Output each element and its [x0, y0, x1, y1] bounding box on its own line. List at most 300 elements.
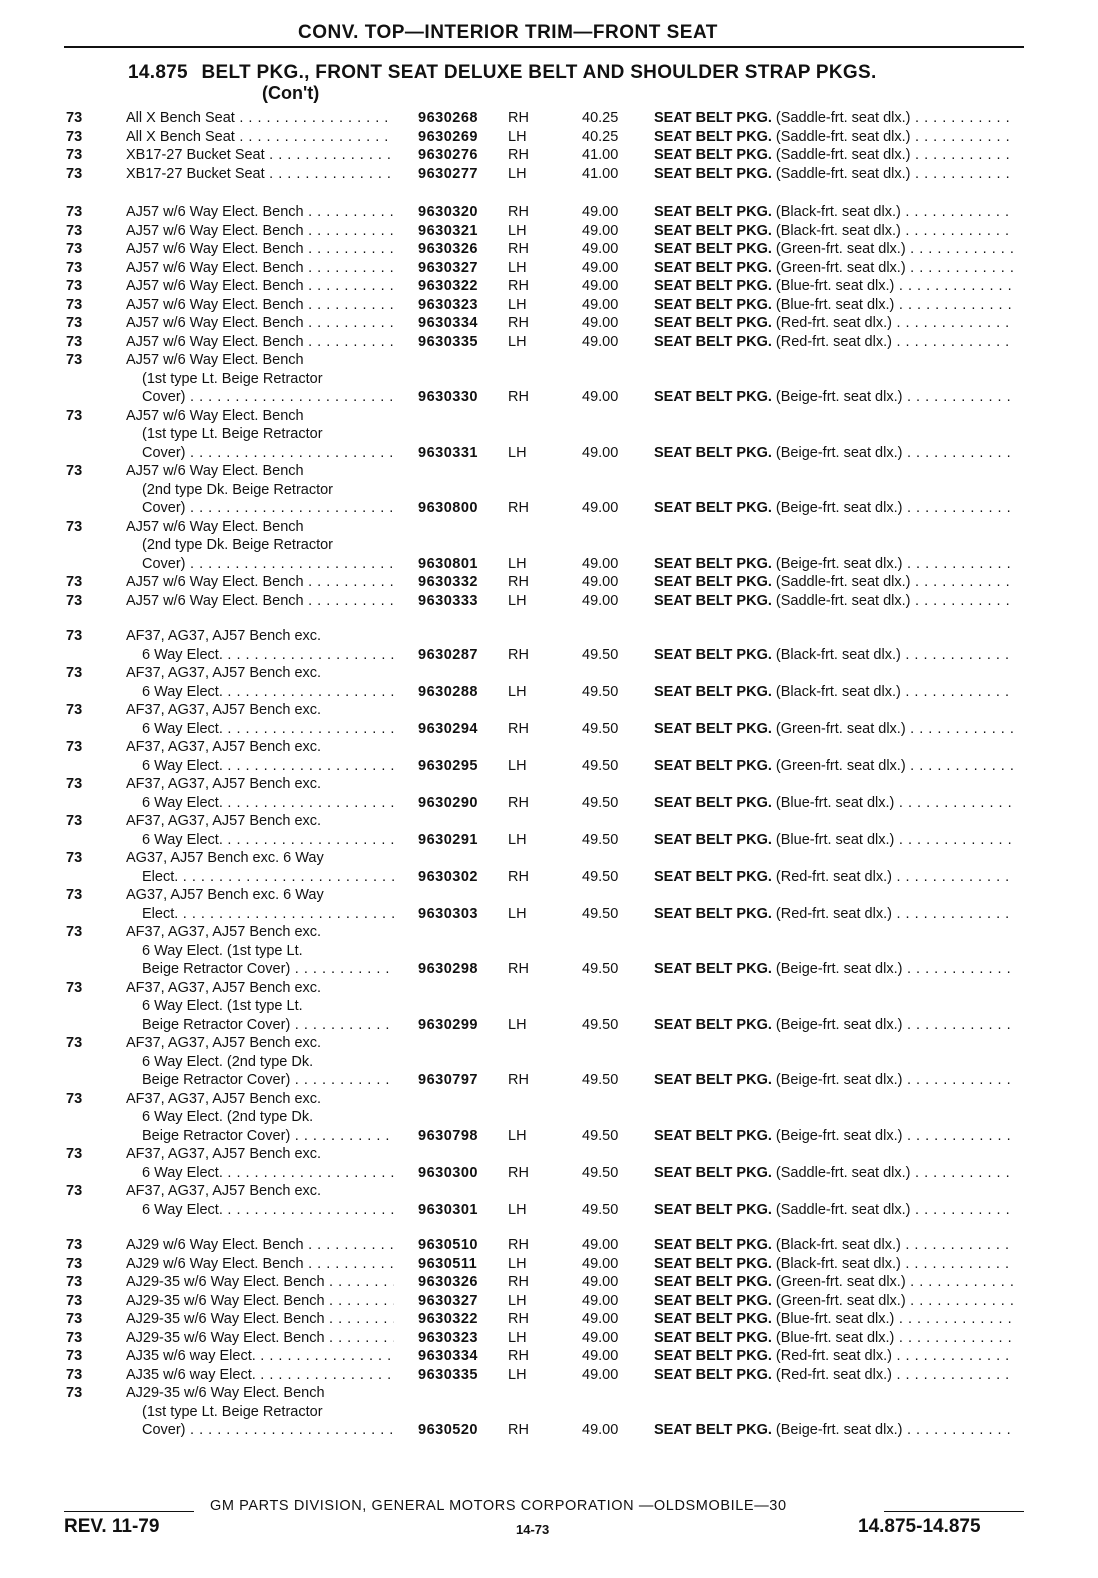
- package-name: SEAT BELT PKG.: [654, 1329, 772, 1346]
- package-description: [654, 333, 1014, 352]
- price: 49.00: [582, 444, 619, 461]
- side: LH: [508, 831, 527, 848]
- price: 49.50: [582, 868, 619, 885]
- side: LH: [508, 128, 527, 145]
- table-row-continuation: [0, 1403, 1098, 1422]
- package-note: (Saddle-frt. seat dlx.) . . .: [776, 110, 1014, 126]
- side: LH: [508, 1329, 527, 1346]
- package-note: (Green-frt. seat dlx.) . . .: [776, 721, 1014, 737]
- package-description: [654, 905, 1014, 924]
- key-number: 73: [66, 352, 83, 368]
- package-description: [654, 720, 1014, 739]
- side: RH: [508, 868, 529, 885]
- package-note: (Black-frt. seat dlx.) . . .: [776, 1237, 1014, 1253]
- key-number: 73: [66, 463, 83, 479]
- part-number: 9630294: [418, 720, 478, 737]
- package-name: SEAT BELT PKG.: [654, 110, 772, 126]
- package-description: [654, 1329, 1014, 1348]
- key-number: 73: [66, 850, 83, 866]
- package-note: (Beige-frt. seat dlx.) . . .: [776, 1128, 1014, 1144]
- package-description: [654, 646, 1014, 665]
- part-description: AF37, AG37, AJ57 Bench exc.: [126, 776, 322, 792]
- table-row: [0, 518, 1098, 537]
- price: 49.00: [582, 1422, 619, 1438]
- package-note: (Blue-frt. seat dlx.) . . .: [776, 297, 1014, 313]
- package-description: [654, 1292, 1014, 1311]
- key-number: 73: [66, 296, 83, 313]
- part-number: 9630288: [418, 683, 478, 700]
- price: 49.00: [582, 574, 619, 590]
- package-name: SEAT BELT PKG.: [654, 720, 772, 737]
- part-description: AJ57 w/6 Way Elect. Bench . . .: [126, 277, 394, 296]
- table-row: [0, 592, 1098, 611]
- table-row-continuation: [0, 646, 1098, 665]
- package-description: [654, 1016, 1014, 1035]
- side: RH: [508, 1164, 529, 1181]
- part-description: AJ57 w/6 Way Elect. Bench . . .: [126, 259, 394, 278]
- package-note: (Black-frt. seat dlx.) . . .: [776, 684, 1014, 700]
- price: 49.00: [582, 1237, 619, 1253]
- part-number: 9630295: [418, 757, 478, 774]
- key-number: 73: [66, 278, 83, 294]
- side: LH: [508, 222, 527, 239]
- package-name: SEAT BELT PKG.: [654, 868, 772, 885]
- package-name: SEAT BELT PKG.: [654, 389, 772, 405]
- side: RH: [508, 794, 529, 811]
- part-description: AG37, AJ57 Bench exc. 6 Way: [126, 850, 324, 866]
- part-description: AJ57 w/6 Way Elect. Bench: [126, 518, 304, 535]
- package-description: [654, 868, 1014, 887]
- table-row-continuation: [0, 831, 1098, 850]
- table-row: [0, 1145, 1098, 1164]
- part-description: AJ35 w/6 way Elect. . . .: [126, 1366, 394, 1385]
- part-description: Cover) . . .: [142, 499, 394, 518]
- side: RH: [508, 315, 529, 331]
- side: LH: [508, 555, 527, 572]
- price: 41.00: [582, 165, 619, 182]
- table-row: [0, 222, 1098, 241]
- key-number: 73: [66, 739, 83, 755]
- part-description: 6 Way Elect. . . .: [142, 720, 394, 739]
- package-description: [654, 240, 1014, 259]
- table-row-continuation: [0, 388, 1098, 407]
- price: 49.00: [582, 204, 619, 220]
- package-name: SEAT BELT PKG.: [654, 555, 772, 572]
- package-name: SEAT BELT PKG.: [654, 1016, 772, 1033]
- part-number: 9630330: [418, 389, 478, 405]
- part-description: 6 Way Elect. . . .: [142, 831, 394, 850]
- price: 49.50: [582, 831, 619, 848]
- table-row-continuation: [0, 1421, 1098, 1440]
- table-row-continuation: [0, 444, 1098, 463]
- package-name: SEAT BELT PKG.: [654, 333, 772, 350]
- key-number: 73: [66, 1274, 83, 1290]
- package-description: [654, 1201, 1014, 1220]
- package-name: SEAT BELT PKG.: [654, 1237, 772, 1253]
- package-name: SEAT BELT PKG.: [654, 905, 772, 922]
- table-row: [0, 146, 1098, 165]
- part-description: Elect. . . .: [142, 868, 394, 887]
- package-name: SEAT BELT PKG.: [654, 757, 772, 774]
- table-row-continuation: [0, 1053, 1098, 1072]
- part-description: AG37, AJ57 Bench exc. 6 Way: [126, 887, 324, 903]
- key-number: 73: [66, 165, 83, 182]
- table-row: [0, 812, 1098, 831]
- footer-rule-right: [884, 1511, 1024, 1512]
- package-description: [654, 1421, 1014, 1440]
- part-description: Beige Retractor Cover) . . .: [142, 960, 394, 979]
- part-description: AJ57 w/6 Way Elect. Bench . . .: [126, 296, 394, 315]
- package-note: (Blue-frt. seat dlx.) . . .: [776, 832, 1014, 848]
- part-description: AF37, AG37, AJ57 Bench exc.: [126, 628, 322, 644]
- table-row: [0, 165, 1098, 184]
- key-number: 73: [66, 222, 83, 239]
- side: LH: [508, 1292, 527, 1309]
- part-description: AJ29 w/6 Way Elect. Bench . . .: [126, 1236, 394, 1255]
- side: RH: [508, 646, 529, 663]
- package-note: (Saddle-frt. seat dlx.) . . .: [776, 147, 1014, 163]
- part-description: Cover) . . .: [142, 444, 394, 463]
- table-row: [0, 1347, 1098, 1366]
- part-description: 6 Way Elect. . . .: [142, 794, 394, 813]
- package-description: [654, 592, 1014, 611]
- part-description: AJ57 w/6 Way Elect. Bench . . .: [126, 333, 394, 352]
- part-number: 9630276: [418, 147, 478, 163]
- key-number: 73: [66, 333, 83, 350]
- part-number: 9630797: [418, 1072, 478, 1088]
- package-note: (Green-frt. seat dlx.) . . .: [776, 1293, 1014, 1309]
- table-row: [0, 701, 1098, 720]
- price: 49.00: [582, 1292, 619, 1309]
- part-description: Beige Retractor Cover) . . .: [142, 1071, 394, 1090]
- table-row: [0, 1182, 1098, 1201]
- part-description: (2nd type Dk. Beige Retractor: [142, 537, 334, 553]
- part-description: Cover) . . .: [142, 555, 394, 574]
- package-note: (Red-frt. seat dlx.) . . .: [776, 869, 1014, 885]
- price: 49.00: [582, 1274, 619, 1290]
- package-description: [654, 146, 1014, 165]
- package-description: [654, 203, 1014, 222]
- package-name: SEAT BELT PKG.: [654, 1422, 772, 1438]
- package-name: SEAT BELT PKG.: [654, 1311, 772, 1327]
- part-description: (2nd type Dk. Beige Retractor: [142, 481, 334, 498]
- price: 49.00: [582, 1329, 619, 1346]
- key-number: 73: [66, 628, 83, 644]
- price: 49.50: [582, 720, 619, 737]
- part-description: AJ57 w/6 Way Elect. Bench . . .: [126, 240, 394, 259]
- package-note: (Red-frt. seat dlx.) . . .: [776, 1367, 1014, 1383]
- part-description: AF37, AG37, AJ57 Bench exc.: [126, 1183, 322, 1199]
- package-name: SEAT BELT PKG.: [654, 222, 772, 239]
- side: LH: [508, 1255, 527, 1272]
- package-note: (Beige-frt. seat dlx.) . . .: [776, 500, 1014, 516]
- part-number: 9630287: [418, 646, 478, 663]
- part-number: 9630269: [418, 128, 478, 145]
- part-description: AJ57 w/6 Way Elect. Bench . . .: [126, 222, 394, 241]
- part-description: XB17-27 Bucket Seat . . .: [126, 165, 394, 184]
- table-row: [0, 407, 1098, 426]
- package-name: SEAT BELT PKG.: [654, 1164, 772, 1181]
- price: 49.00: [582, 555, 619, 572]
- package-description: [654, 831, 1014, 850]
- package-description: [654, 1255, 1014, 1274]
- key-number: 73: [66, 1183, 83, 1199]
- table-row: [0, 886, 1098, 905]
- package-name: SEAT BELT PKG.: [654, 278, 772, 294]
- package-name: SEAT BELT PKG.: [654, 296, 772, 313]
- table-row-continuation: [0, 425, 1098, 444]
- package-name: SEAT BELT PKG.: [654, 315, 772, 331]
- key-number: 73: [66, 518, 83, 535]
- part-number: 9630332: [418, 574, 478, 590]
- part-number: 9630290: [418, 794, 478, 811]
- side: LH: [508, 1016, 527, 1033]
- side: LH: [508, 905, 527, 922]
- table-row-continuation: [0, 1201, 1098, 1220]
- part-description: AJ29-35 w/6 Way Elect. Bench: [126, 1385, 325, 1401]
- side: RH: [508, 1422, 529, 1438]
- price: 49.00: [582, 296, 619, 313]
- table-row: [0, 351, 1098, 370]
- part-description: 6 Way Elect. . . .: [142, 1201, 394, 1220]
- side: RH: [508, 720, 529, 737]
- key-number: 73: [66, 1255, 83, 1272]
- part-number: 9630268: [418, 110, 478, 126]
- part-description: AJ57 w/6 Way Elect. Bench: [126, 463, 304, 479]
- package-name: SEAT BELT PKG.: [654, 165, 772, 182]
- table-row-continuation: [0, 942, 1098, 961]
- table-row-continuation: [0, 794, 1098, 813]
- package-note: (Beige-frt. seat dlx.) . . .: [776, 556, 1014, 572]
- side: RH: [508, 1072, 529, 1088]
- key-number: 73: [66, 592, 83, 609]
- price: 49.00: [582, 333, 619, 350]
- package-name: SEAT BELT PKG.: [654, 444, 772, 461]
- package-name: SEAT BELT PKG.: [654, 1127, 772, 1144]
- price: 41.00: [582, 147, 619, 163]
- table-row-continuation: [0, 370, 1098, 389]
- side: RH: [508, 204, 529, 220]
- table-row: [0, 259, 1098, 278]
- package-note: (Blue-frt. seat dlx.) . . .: [776, 1311, 1014, 1327]
- package-description: [654, 794, 1014, 813]
- part-description: AF37, AG37, AJ57 Bench exc.: [126, 1035, 322, 1051]
- package-name: SEAT BELT PKG.: [654, 646, 772, 663]
- package-note: (Green-frt. seat dlx.) . . .: [776, 1274, 1014, 1290]
- side: RH: [508, 278, 529, 294]
- package-name: SEAT BELT PKG.: [654, 831, 772, 848]
- footer-section-range: 14.875-14.875: [858, 1516, 981, 1537]
- package-note: (Red-frt. seat dlx.) . . .: [776, 334, 1014, 350]
- package-name: SEAT BELT PKG.: [654, 794, 772, 811]
- part-description: 6 Way Elect. . . .: [142, 646, 394, 665]
- package-description: [654, 573, 1014, 592]
- table-row: [0, 738, 1098, 757]
- part-description: AJ29-35 w/6 Way Elect. Bench . . .: [126, 1310, 394, 1329]
- key-number: 73: [66, 924, 83, 940]
- part-description: Beige Retractor Cover) . . .: [142, 1127, 394, 1146]
- key-number: 73: [66, 1385, 83, 1401]
- table-row: [0, 775, 1098, 794]
- package-note: (Saddle-frt. seat dlx.) . . .: [776, 593, 1014, 609]
- price: 49.00: [582, 1348, 619, 1364]
- price: 49.50: [582, 646, 619, 663]
- key-number: 73: [66, 665, 83, 681]
- package-note: (Green-frt. seat dlx.) . . .: [776, 758, 1014, 774]
- part-description: 6 Way Elect. (1st type Lt.: [142, 998, 303, 1014]
- side: RH: [508, 1348, 529, 1364]
- part-number: 9630320: [418, 204, 478, 220]
- table-row-continuation: [0, 481, 1098, 500]
- section-number: 14.875: [128, 62, 188, 83]
- part-description: 6 Way Elect. (1st type Lt.: [142, 942, 303, 959]
- price: 49.50: [582, 683, 619, 700]
- price: 49.50: [582, 1201, 619, 1218]
- price: 49.00: [582, 1366, 619, 1383]
- table-row: [0, 1255, 1098, 1274]
- key-number: 73: [66, 1348, 83, 1364]
- key-number: 73: [66, 574, 83, 590]
- table-row: [0, 314, 1098, 333]
- part-description: AF37, AG37, AJ57 Bench exc.: [126, 1146, 322, 1162]
- side: LH: [508, 444, 527, 461]
- part-number: 9630300: [418, 1164, 478, 1181]
- key-number: 73: [66, 1366, 83, 1383]
- part-description: AF37, AG37, AJ57 Bench exc.: [126, 813, 322, 829]
- package-name: SEAT BELT PKG.: [654, 961, 772, 977]
- package-note: (Saddle-frt. seat dlx.) . . .: [776, 574, 1014, 590]
- part-number: 9630334: [418, 315, 478, 331]
- key-number: 73: [66, 702, 83, 718]
- part-description: AF37, AG37, AJ57 Bench exc.: [126, 1090, 322, 1107]
- part-number: 9630326: [418, 241, 478, 257]
- side: LH: [508, 296, 527, 313]
- side: LH: [508, 165, 527, 182]
- key-number: 73: [66, 1090, 83, 1107]
- footer-page-number: 14-73: [516, 1522, 550, 1537]
- part-description: AJ57 w/6 Way Elect. Bench . . .: [126, 203, 394, 222]
- table-row: [0, 128, 1098, 147]
- part-description: (1st type Lt. Beige Retractor: [142, 370, 323, 387]
- part-description: AJ57 w/6 Way Elect. Bench . . .: [126, 573, 394, 592]
- side: RH: [508, 1311, 529, 1327]
- side: RH: [508, 500, 529, 516]
- package-name: SEAT BELT PKG.: [654, 1274, 772, 1290]
- side: RH: [508, 1237, 529, 1253]
- package-name: SEAT BELT PKG.: [654, 1255, 772, 1272]
- package-note: (Black-frt. seat dlx.) . . .: [776, 647, 1014, 663]
- table-row: [0, 923, 1098, 942]
- key-number: 73: [66, 315, 83, 331]
- key-number: 73: [66, 1237, 83, 1253]
- package-name: SEAT BELT PKG.: [654, 204, 772, 220]
- part-number: 9630335: [418, 333, 478, 350]
- package-name: SEAT BELT PKG.: [654, 1348, 772, 1364]
- package-description: [654, 1236, 1014, 1255]
- key-number: 73: [66, 1311, 83, 1327]
- side: RH: [508, 147, 529, 163]
- package-description: [654, 960, 1014, 979]
- key-number: 73: [66, 813, 83, 829]
- part-description: AF37, AG37, AJ57 Bench exc.: [126, 979, 322, 996]
- key-number: 73: [66, 979, 83, 996]
- key-number: 73: [66, 128, 83, 145]
- table-row-continuation: [0, 683, 1098, 702]
- table-row-continuation: [0, 1164, 1098, 1183]
- part-number: 9630800: [418, 500, 478, 516]
- part-number: 9630303: [418, 905, 478, 922]
- package-note: (Black-frt. seat dlx.) . . .: [776, 223, 1014, 239]
- table-row: [0, 1384, 1098, 1403]
- part-description: AJ29 w/6 Way Elect. Bench . . .: [126, 1255, 394, 1274]
- package-note: (Green-frt. seat dlx.) . . .: [776, 260, 1014, 276]
- side: LH: [508, 592, 527, 609]
- key-number: 73: [66, 887, 83, 903]
- package-description: [654, 683, 1014, 702]
- price: 49.50: [582, 905, 619, 922]
- table-row: [0, 979, 1098, 998]
- price: 49.00: [582, 278, 619, 294]
- price: 49.00: [582, 222, 619, 239]
- side: LH: [508, 1366, 527, 1383]
- package-note: (Blue-frt. seat dlx.) . . .: [776, 795, 1014, 811]
- part-description: 6 Way Elect. . . .: [142, 1164, 394, 1183]
- side: RH: [508, 389, 529, 405]
- page-title: CONV. TOP—INTERIOR TRIM—FRONT SEAT: [298, 22, 718, 43]
- package-name: SEAT BELT PKG.: [654, 500, 772, 516]
- package-name: SEAT BELT PKG.: [654, 1292, 772, 1309]
- part-description: (1st type Lt. Beige Retractor: [142, 1403, 323, 1420]
- package-description: [654, 296, 1014, 315]
- table-row-continuation: [0, 536, 1098, 555]
- part-number: 9630323: [418, 296, 478, 313]
- table-row: [0, 849, 1098, 868]
- package-name: SEAT BELT PKG.: [654, 683, 772, 700]
- price: 49.00: [582, 592, 619, 609]
- package-name: SEAT BELT PKG.: [654, 1201, 772, 1218]
- part-number: 9630333: [418, 592, 478, 609]
- table-row: [0, 1292, 1098, 1311]
- package-description: [654, 1071, 1014, 1090]
- package-description: [654, 222, 1014, 241]
- table-row-continuation: [0, 1071, 1098, 1090]
- package-note: (Red-frt. seat dlx.) . . .: [776, 315, 1014, 331]
- part-description: AJ57 w/6 Way Elect. Bench . . .: [126, 592, 394, 611]
- table-row-continuation: [0, 1108, 1098, 1127]
- price: 40.25: [582, 128, 619, 145]
- part-description: AJ35 w/6 way Elect. . . .: [126, 1347, 394, 1366]
- package-name: SEAT BELT PKG.: [654, 128, 772, 145]
- part-number: 9630511: [418, 1255, 478, 1272]
- part-description: AF37, AG37, AJ57 Bench exc.: [126, 739, 322, 755]
- side: LH: [508, 757, 527, 774]
- package-name: SEAT BELT PKG.: [654, 147, 772, 163]
- table-row: [0, 203, 1098, 222]
- side: RH: [508, 574, 529, 590]
- price: 49.00: [582, 1255, 619, 1272]
- footer-rule-left: [64, 1511, 194, 1512]
- table-row-continuation: [0, 720, 1098, 739]
- key-number: 73: [66, 407, 83, 424]
- part-description: Beige Retractor Cover) . . .: [142, 1016, 394, 1035]
- table-row-continuation: [0, 555, 1098, 574]
- part-description: All X Bench Seat . . .: [126, 109, 394, 128]
- key-number: 73: [66, 1035, 83, 1051]
- part-number: 9630322: [418, 1311, 478, 1327]
- package-note: (Red-frt. seat dlx.) . . .: [776, 906, 1014, 922]
- side: RH: [508, 1274, 529, 1290]
- footer-organization: GM PARTS DIVISION, GENERAL MOTORS CORPORATION —OLDSMOBILE—30: [210, 1498, 787, 1514]
